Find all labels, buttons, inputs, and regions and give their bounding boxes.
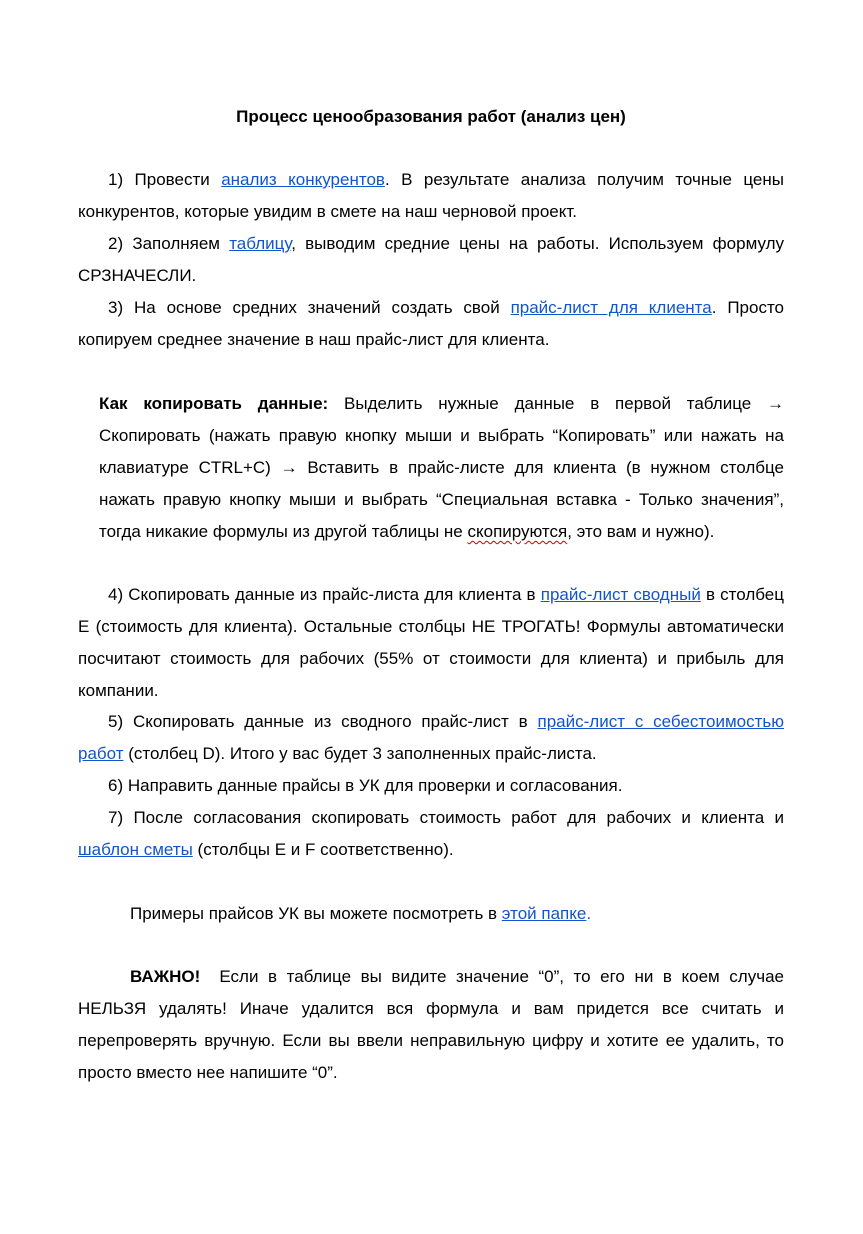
step-4 xyxy=(78,579,784,707)
link-competitor-analysis[interactable]: анализ конкурентов xyxy=(221,170,385,189)
step-1-text-end: . В результате анализа получим точные цены конкурентов, которые увидим в смете на наш черновой проект. xyxy=(78,170,784,221)
step-7-text-end: (столбцы E и F соответственно). xyxy=(192,840,454,859)
step-7 xyxy=(78,802,784,866)
link-client-pricelist[interactable]: прайс-лист для клиента xyxy=(510,298,712,317)
examples-period: . xyxy=(586,904,592,923)
step-5-text: 5) Скопировать данные из сводного прайс-лист в xyxy=(108,712,538,731)
copy-instructions xyxy=(99,388,784,548)
step-5 xyxy=(78,706,784,770)
copy-instructions-text: Выделить нужные данные в первой таблице → Скопировать (нажать правую кнопку мыши и выбрать “Копировать” или нажать на клавиатуре CTRL+C) → Вставить в прайс-листе для клиента (в нужном столбце нажать правую кнопку мыши и выбрать “Специальная вставка - Только значения”, тогда никакие формулы из другой таблицы не xyxy=(99,394,784,541)
step-3-text-end: . Просто копируем среднее значение в наш прайс-лист для клиента. xyxy=(78,298,785,349)
copy-instructions-text-end: , это вам и нужно). xyxy=(567,522,715,541)
step-1 xyxy=(78,164,784,228)
link-cost-pricelist[interactable]: прайс-лист с себестоимостью работ xyxy=(78,712,784,763)
important-label: ВАЖНО! xyxy=(130,967,201,986)
step-3 xyxy=(78,292,784,356)
examples-text: Примеры прайсов УК вы можете посмотреть в xyxy=(130,904,502,923)
misspelled-word[interactable]: скопируются xyxy=(467,522,568,541)
important-note xyxy=(78,961,789,1089)
step-5-text-end: (столбец D). Итого у вас будет 3 заполненных прайс-листа. xyxy=(123,744,597,763)
step-2 xyxy=(78,228,784,292)
step-1-text: 1) Провести xyxy=(108,170,222,189)
important-text: Если в таблице вы видите значение “0”, то его ни в коем случае НЕЛЬЗЯ удалять! Иначе удалится вся формула и вам придется все считать и перепроверять вручную. Если вы ввели неправильную цифру и хотите ее удалить, то просто вместо нее напишите “0”. xyxy=(78,967,789,1082)
step-2-text: 2) Заполняем xyxy=(108,234,230,253)
step-7-text: 7) После согласования скопировать стоимость работ для рабочих и клиента и xyxy=(108,808,784,827)
link-examples-folder[interactable]: этой папке xyxy=(501,904,587,923)
link-table[interactable]: таблицу xyxy=(229,234,292,253)
copy-instructions-label: Как копировать данные: xyxy=(99,394,329,413)
step-3-text: 3) На основе средних значений создать свой xyxy=(108,298,511,317)
link-estimate-template[interactable]: шаблон сметы xyxy=(78,840,193,859)
step-4-text: 4) Скопировать данные из прайс-листа для клиента в xyxy=(108,585,541,604)
step-6: 6) Направить данные прайсы в УК для проверки и согласования. xyxy=(108,776,623,795)
document-title: Процесс ценообразования работ (анализ цен) xyxy=(236,107,626,126)
step-2-text-end: , выводим средние цены на работы. Используем формулу СРЗНАЧЕСЛИ. xyxy=(78,234,784,285)
examples-note xyxy=(78,898,784,930)
link-summary-pricelist[interactable]: прайс-лист сводный xyxy=(540,585,701,604)
step-4-text-end: в столбец E (стоимость для клиента). Остальные столбцы НЕ ТРОГАТЬ! Формулы автоматически посчитают стоимость для рабочих (55% от стоимости для клиента) и прибыль для компании. xyxy=(78,585,784,700)
